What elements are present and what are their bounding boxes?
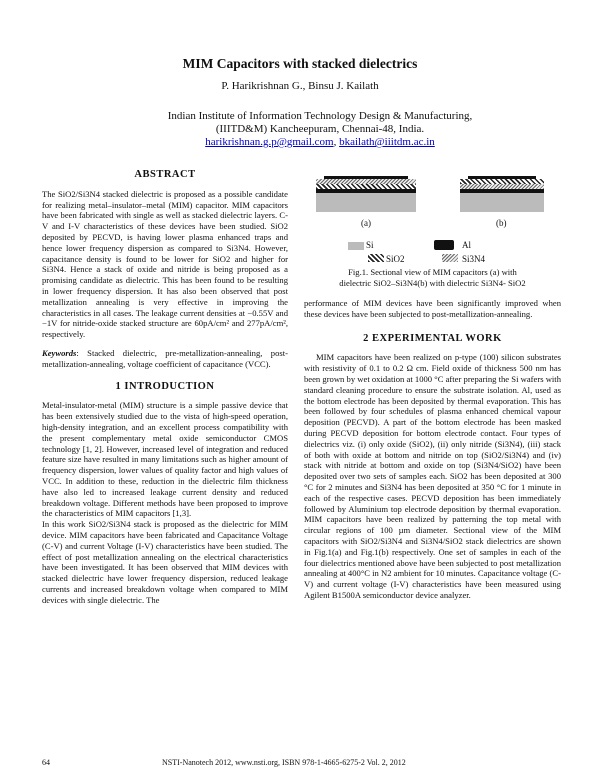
figure-caption-line-1: Fig.1. Sectional view of MIM capacitors (a) with — [348, 267, 517, 277]
figure-label-a: (a) — [361, 218, 371, 228]
keywords — [42, 348, 288, 370]
abstract-heading: ABSTRACT — [134, 169, 196, 180]
left-column — [42, 162, 288, 605]
affiliation-line-1: Indian Institute of Information Technology Design & Manufacturing, — [167, 110, 473, 122]
email-link-1[interactable]: harikrishnan.g.p@gmail.com — [205, 136, 334, 148]
affiliation-line-2: (IIITD&M) Kancheepuram, Chennai-48, India. — [215, 123, 425, 135]
intro-paragraph-1: Metal-insulator-metal (MIM) structure is a simple passive device that has been extensively studied due to the vista of high-speed operation, high-density integration, and an excellent process compatibility with the present complementary metal oxide semiconductor CMOS technology [1, 2]. However, increased level of integration and reduced feature size have resulted in many limitations such as higher amount of frequency dispersion, lower values of quality factor and high values of VCC. In addition to these, reduction in the dielectric film thickness have also led to increased leakage current density and reduced breakdown voltage. Different methods have been proposed to improve the characteristics of MIM capacitors [1,3]. — [42, 400, 288, 519]
legend-label-si: Si — [366, 240, 374, 250]
figure-1b-diagram — [460, 176, 544, 212]
paper-title: MIM Capacitors with stacked dielectrics — [182, 56, 418, 71]
abstract-text: The SiO2/Si3N4 stacked dielectric is proposed as a possible candidate for realizing metal–insulator–metal (MIM) capacitor. MIM capacitors have been fabricated with single as well as stacked dielectric layers. C-V and I-V characteristics of these devices have been studied. SiO2 deposited by PECVD, is having lower plasma enhanced traps and hence lower frequency dispersion as compared to Si3N4. However, capacitance density is found to be lower for SiO2 and higher for Si3N4. Hence a stack of oxide and nitride is being proposed as a promising candidate as dielectric. This has been found to be resulting in lower frequency dispersion. It has also been observed that post metallization annealing is very effective in improving the characteristics in all cases. The leakage current densities at −0.55V and −1V for nitride-oxide stacked structure are 60pA/cm² and 277pA/cm², respectively. — [42, 188, 288, 340]
figure-1 — [304, 170, 561, 292]
right-column — [304, 298, 561, 601]
authors: P. Harikrishnan G., Binsu J. Kailath — [221, 80, 379, 92]
si-substrate — [460, 193, 544, 212]
intro-paragraph-2: In this work SiO2/Si3N4 stack is proposed as the dielectric for MIM device. MIM capacitors have been fabricated and Capacitance Voltage (C-V) and current Voltage (I-V) characteristics have been studied. The effect of post metallization annealing on the electrical characteristics have been investigated. It has been observed that MIM devices with stacked dielectric have lower frequency dispersion, reduced leakage currents and increased breakdown voltage when compared to MIM devices with single dielectric. The — [42, 519, 288, 605]
si-substrate — [316, 193, 416, 212]
legend-swatch-si — [348, 242, 364, 250]
figure-caption — [304, 267, 561, 288]
figure-label-b: (b) — [496, 218, 507, 228]
legend-label-sio2: SiO2 — [386, 254, 405, 264]
figure-caption-line-2: dielectric SiO2–Si3N4(b) with dielectric Si3N4- SiO2 — [339, 277, 526, 288]
figure-1a-diagram — [316, 176, 416, 212]
keywords-label: Keywords — [42, 347, 77, 358]
affiliation — [100, 110, 540, 149]
experimental-paragraph: MIM capacitors have been realized on p-type (100) silicon substrates with resistivity of 0.1 to 0.2 Ω cm. Field oxide of thickness 500 nm has been grown by wet oxidation at 1000 °C after preparing the Si wafers with standard cleaning procedure to ensure the substrate isolation. Al, used as the bottom electrode has been deposited by thermal evaporation. This has been followed by four schedules of plasma enhanced chemical vapour deposition (PECVD). A part of the bottom electrode has been masked during PECVD deposition for bottom electrode contact. Four types of dielectrics viz. (i) only oxide (SiO2), (ii) only nitride (Si3N4), (iii) stack of both with oxide at bottom and nitride on top (SiO2/Si3N4) and (iv) stack with nitride at bottom and oxide on top (Si3N4/SiO2) have been deposited over two sets of samples each. SiO2 has been deposited at 300 °C for 2 minutes and Si3N4 has been deposited at 350 °C for 1 minute in each of the respective cases. PECVD deposition has been immediately followed by Aluminium top electrode deposition by thermal evaporation. MIM capacitors have been realized by patterning the top metal with circular regions of 100 µm diameter. Sectional view of the MIM capacitors with SiO2/Si3N4 and Si3N4/SiO2 stack dielectrics are shown in Fig.1(a) and Fig.1(b) respectively. One set of samples in each of the four dielectrics mentioned above have been subjected to post metallization annealing at 400°C in N2 ambient for 10 minutes. Capacitance voltage (C-V) and current voltage (I-V) characteristics have been measured using Agilent B1500A semiconductor device analyzer. — [304, 352, 561, 600]
legend-swatch-si3n4 — [442, 254, 458, 262]
email-link-2[interactable]: bkailath@iiitdm.ac.in — [339, 136, 435, 148]
emails — [100, 136, 540, 149]
keywords-text: : Stacked dielectric, pre-metallization-annealing, post-metallization-annealing, voltage coefficient of capacitance (VCC). — [42, 347, 288, 369]
email-separator: , — [333, 136, 340, 148]
page-number: 64 — [42, 758, 50, 767]
intro-heading: 1 INTRODUCTION — [115, 380, 215, 392]
legend-label-si3n4: Si3N4 — [462, 254, 486, 264]
legend-swatch-sio2 — [368, 254, 384, 262]
legend-label-al: Al — [462, 240, 471, 250]
intro-continuation: performance of MIM devices have been significantly improved when these devices have been subjected to post-metallization-annealing. — [304, 298, 561, 319]
experimental-heading: 2 EXPERIMENTAL WORK — [363, 332, 502, 344]
footer-citation: NSTI-Nanotech 2012, www.nsti.org, ISBN 978-1-4665-6275-2 Vol. 2, 2012 — [162, 758, 406, 767]
legend-swatch-al — [434, 240, 454, 250]
